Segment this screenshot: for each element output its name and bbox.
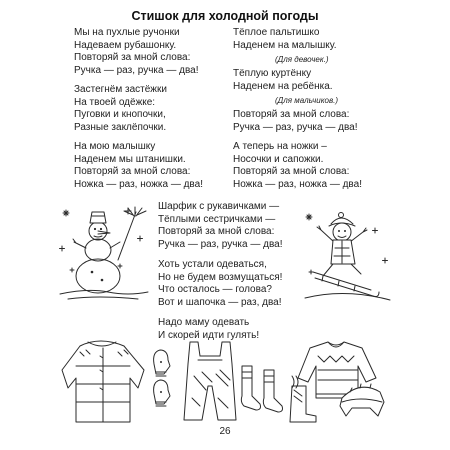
verse-line: Пуговки и кнопочки, [74, 109, 166, 121]
winter-jacket-icon [62, 341, 144, 422]
note-for-girls: (Для девочек.) [275, 55, 329, 64]
verse-line: Ручка — раз, ручка — два! [74, 64, 199, 76]
verse-line: Повторяй за мной слова: [233, 166, 350, 178]
mittens-icon [154, 350, 170, 406]
verse-line: Повторяй за мной слова: [74, 166, 191, 178]
verse-line: Что осталось — голова? [158, 284, 272, 296]
verse-line: Ручка — раз, ручка — два! [158, 238, 283, 250]
stanza-trousers [74, 141, 203, 191]
verse-line: Но не будем возмущаться! [158, 271, 283, 283]
verse-line: Мы на пухлые ручонки [74, 27, 180, 38]
verse-line: Повторяй за мной слова: [233, 109, 350, 120]
verse-line: Ножка — раз, ножка — два! [74, 178, 203, 190]
verse-line: Носочки и сапожки. [233, 153, 324, 165]
verse-line: А теперь на ножки – [233, 141, 327, 152]
stanza-socks-boots [233, 141, 362, 191]
note-for-boys: (Для мальчиков.) [275, 96, 339, 105]
verse-line: На мою малышку [74, 141, 156, 152]
verse-line: Разные заклёпочки. [74, 121, 167, 133]
stanza-hat [158, 259, 282, 309]
verse-line: Надо маму одевать [158, 317, 250, 328]
verse-line: Наденем мы штанишки. [74, 153, 186, 165]
verse-line: Наденем на ребёнка. [233, 80, 333, 92]
verse-line: На твоей одёжке: [74, 96, 156, 108]
verse-line: Ножка — раз, ножка — два! [233, 178, 362, 190]
verse-line: Тёплое пальтишко [233, 27, 320, 38]
stanza-jacket [233, 68, 333, 93]
snowman-with-broom-icon [58, 206, 150, 302]
verse-line: Тёплую куртёнку [233, 68, 312, 79]
socks-icon [241, 366, 282, 412]
stanza-shirt [74, 27, 199, 77]
page-title: Стишок для холодной погоды [131, 9, 319, 23]
verse-line: Повторяй за мной слова: [74, 52, 191, 64]
child-on-sled-icon [305, 210, 390, 302]
overalls-icon [184, 342, 236, 420]
clothes-illustration [60, 336, 390, 424]
verse-line: Ручка — раз, ручка — два! [233, 121, 358, 133]
verse-line: Тёплыми сестричками — [158, 213, 276, 225]
stanza-scarf-mittens [158, 201, 283, 251]
stanza-coat [233, 27, 337, 52]
verse-line: Вот и шапочка — раз, два! [158, 296, 282, 308]
verse-line: Повторяй за мной слова: [158, 226, 275, 238]
verse-line: Хоть устали одеваться, [158, 259, 267, 270]
verse-line: И скорей идти гулять! [158, 329, 260, 341]
stanza-buttons [74, 84, 167, 134]
page-number: 26 [219, 426, 231, 437]
verse-line: Застегнём застёжки [74, 84, 167, 95]
verse-line: Шарфик с рукавичками — [158, 201, 280, 212]
verse-line: Надеваем рубашонку. [74, 39, 177, 51]
verse-line: Наденем на малышку. [233, 39, 337, 51]
stanza-repeat [233, 109, 358, 134]
boots-icon [290, 386, 316, 422]
